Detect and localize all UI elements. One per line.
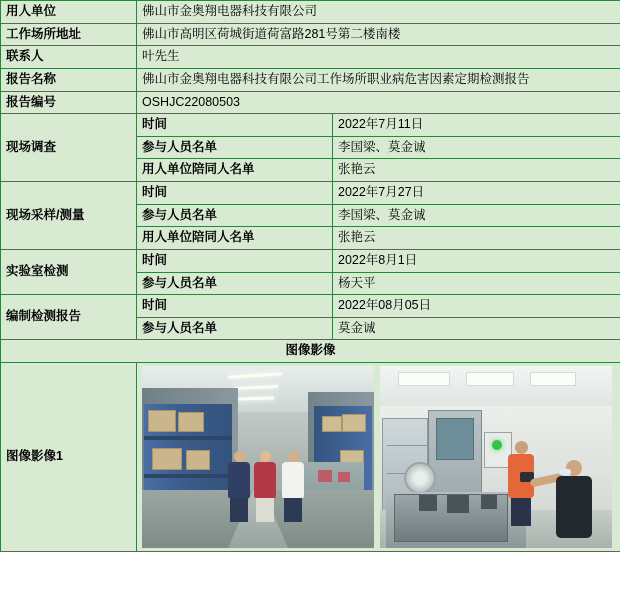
person-right xyxy=(282,451,304,522)
table-row xyxy=(1,1,620,24)
field-label-address: 工作场所地址 xyxy=(1,23,137,46)
group-item-key: 时间 xyxy=(137,114,333,137)
carton-box xyxy=(342,414,366,432)
person-head xyxy=(234,451,245,462)
group-label-site-survey: 现场调查 xyxy=(1,114,137,182)
group-item-key: 时间 xyxy=(137,182,333,205)
person-legs xyxy=(230,498,248,522)
person-legs xyxy=(284,498,302,522)
person-head xyxy=(288,451,299,462)
person-head xyxy=(515,441,528,454)
background-worker xyxy=(338,472,350,482)
table-row xyxy=(1,91,620,114)
carton-box xyxy=(322,416,342,432)
machine-part xyxy=(419,495,437,511)
table-row xyxy=(1,46,620,69)
machine-part xyxy=(447,495,469,513)
image-section-title: 图像影像 xyxy=(1,340,620,363)
field-label-report-name: 报告名称 xyxy=(1,68,137,91)
group-item-key: 时间 xyxy=(137,249,333,272)
group-item-value: 李国梁、莫金诚 xyxy=(333,136,620,159)
inspector-in-black xyxy=(556,460,592,538)
table-row xyxy=(1,182,620,205)
indicator-light-icon xyxy=(492,440,502,450)
carton-box xyxy=(186,450,210,470)
group-item-key: 用人单位陪同人名单 xyxy=(137,227,333,250)
carton-box xyxy=(148,410,176,432)
machine-part xyxy=(481,495,497,509)
person-body xyxy=(254,462,276,498)
table-row xyxy=(1,340,620,363)
table-row xyxy=(1,295,620,318)
field-value-address: 佛山市高明区荷城街道荷富路281号第二楼南楼 xyxy=(137,23,620,46)
group-label-sampling: 现场采样/测量 xyxy=(1,182,137,250)
person-center xyxy=(254,451,276,522)
person-legs xyxy=(256,498,274,522)
ceiling-light-panel xyxy=(398,372,450,386)
group-label-report-writing: 编制检测报告 xyxy=(1,295,137,340)
carton-box xyxy=(178,412,204,432)
group-item-key: 参与人员名单 xyxy=(137,272,333,295)
person-head xyxy=(260,451,271,462)
group-item-value: 李国梁、莫金诚 xyxy=(333,204,620,227)
cabinet-seam xyxy=(387,445,427,446)
carton-box xyxy=(152,448,182,470)
group-item-value: 杨天平 xyxy=(333,272,620,295)
field-value-report-name: 佛山市金奥翔电器科技有限公司工作场所职业病危害因素定期检测报告 xyxy=(137,68,620,91)
image-row-photos xyxy=(137,363,620,552)
factory-aisle-photo xyxy=(142,366,374,548)
group-item-value: 2022年7月27日 xyxy=(333,182,620,205)
group-item-value: 张艳云 xyxy=(333,159,620,182)
table-row xyxy=(1,249,620,272)
group-item-value: 2022年08月05日 xyxy=(333,295,620,318)
ceiling-light-panel xyxy=(466,372,514,386)
person-left xyxy=(228,451,250,522)
group-item-key: 参与人员名单 xyxy=(137,204,333,227)
field-value-contact: 叶先生 xyxy=(137,46,620,69)
table-row xyxy=(1,68,620,91)
group-item-value: 2022年7月11日 xyxy=(333,114,620,137)
background-worker xyxy=(318,470,332,482)
photo-row xyxy=(142,366,615,548)
field-value-report-number: OSHJC22080503 xyxy=(137,91,620,114)
person-body xyxy=(556,476,592,538)
field-label-contact: 联系人 xyxy=(1,46,137,69)
group-item-key: 用人单位陪同人名单 xyxy=(137,159,333,182)
group-item-key: 时间 xyxy=(137,295,333,318)
table-row xyxy=(1,114,620,137)
field-label-report-number: 报告编号 xyxy=(1,91,137,114)
group-item-value: 莫金诚 xyxy=(333,317,620,340)
group-item-key: 参与人员名单 xyxy=(137,317,333,340)
image-row-label: 图像影像1 xyxy=(1,363,137,552)
person-body xyxy=(228,462,250,498)
group-item-value: 2022年8月1日 xyxy=(333,249,620,272)
person-legs xyxy=(511,498,531,526)
face-mask-icon xyxy=(559,469,571,475)
group-item-key: 参与人员名单 xyxy=(137,136,333,159)
field-label-employer: 用人单位 xyxy=(1,1,137,24)
group-item-value: 张艳云 xyxy=(333,227,620,250)
table-row xyxy=(1,23,620,46)
production-machine xyxy=(394,494,508,542)
lab-inspection-photo xyxy=(380,366,612,548)
floor-fan-icon xyxy=(404,462,436,494)
group-label-lab-test: 实验室检测 xyxy=(1,249,137,294)
field-value-employer: 佛山市金奥翔电器科技有限公司 xyxy=(137,1,620,24)
door-window xyxy=(436,418,474,460)
ceiling-light-panel xyxy=(530,372,576,386)
person-body xyxy=(282,462,304,498)
table-row xyxy=(1,363,620,552)
